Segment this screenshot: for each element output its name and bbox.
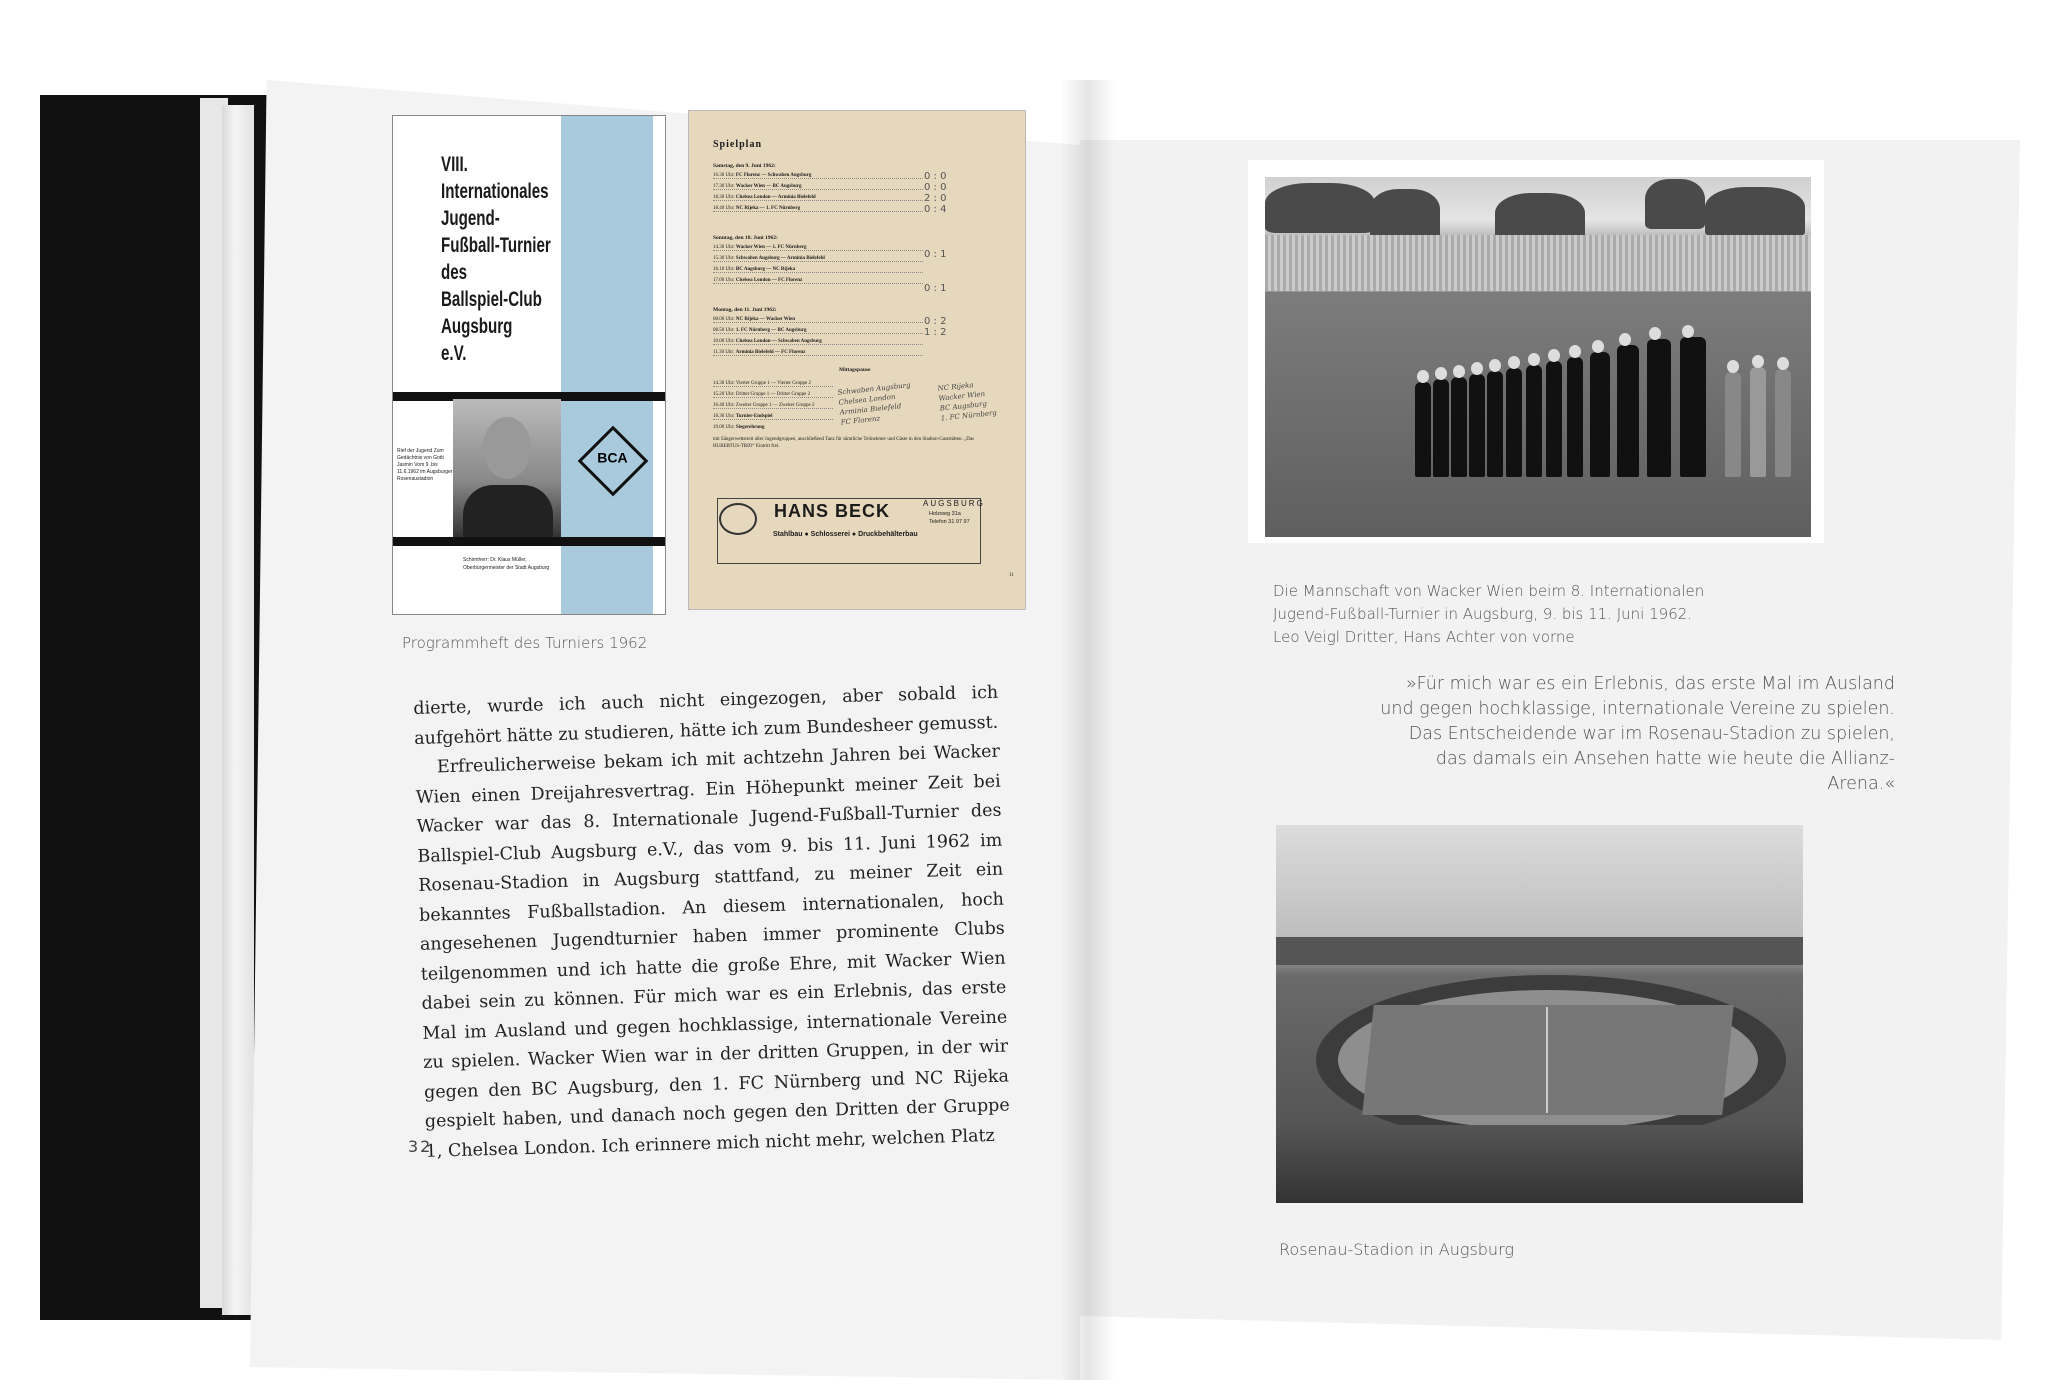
cover-portrait [453, 399, 561, 537]
plan-row [713, 184, 923, 190]
match-time: 11.30 Uhr: [713, 350, 735, 355]
match-time: 16.30 Uhr: [713, 173, 735, 178]
plan-row [713, 328, 923, 334]
page-stack [222, 105, 254, 1315]
pull-quote: »Für mich war es ein Erlebnis, das erste Mal im Ausland und gegen hochklassige, internationale Vereine zu spielen. Das Entscheidende war im Rosenau-Stadion zu spielen, das damals ein Ansehen hatte wie heute die Allianz-Arena.« [1380, 674, 1895, 794]
player [1750, 367, 1766, 477]
match-teams: Dritter Gruppe 1 — Dritter Gruppe 2 [735, 392, 811, 397]
player [1546, 361, 1562, 477]
match-teams: Schwaben Augsburg — Arminia Bielefeld [735, 256, 825, 261]
player [1775, 369, 1791, 477]
paragraph: Erfreulicherweise bekam ich mit achtzehn Jahren bei Wacker Wien einen Dreijahresvertrag. Ein Höhepunkt meiner Zeit bei Wacker war das 8. Internationale Jugend-Fußball-Turnier des Ballspiel-Club Augsburg e.V., das vom 9. bis 11. Juni 1962 im Rosenau-Stadion in Augsburg stattfand, zu meiner Zeit ein bekanntes Fußballstadion. An diesem internationalen, hoch angesehenen Jugendturnier haben immer prominente Clubs teilgenommen und ich hatte die große Ehre, mit Wacker Wien dabei sein zu können. Für mich war es ein Erlebnis, das erste Mal im Ausland und gegen hochklassige, internationale Vereine zu spielen. Wacker Wien war in der dritten Gruppen, in der wir gegen den BC Augsburg, den 1. FC Nürnberg und NC Rijeka gespielt haben, und danach noch gegen den Dritten der Gruppe 1, Chelsea London. Ich erinnere mich nicht mehr, welchen Platz [415, 741, 1010, 1162]
match-time: 10.00 Uhr: [713, 339, 735, 344]
plan-row [713, 392, 833, 398]
match-time: 16.40 Uhr: [713, 403, 735, 408]
match-time: 18.40 Uhr: [713, 206, 735, 211]
match-time: 17.00 Uhr: [713, 278, 735, 283]
match-teams: BC Augsburg — NC Rijeka [735, 267, 796, 272]
ad-company: HANS BECK [774, 501, 891, 521]
match-teams: Siegerehrung [735, 425, 765, 430]
plan-note: mit Sängerwettstreit aller Jugendgruppen, anschließend Tanz für sämtliche Teilnehmer und Gäste in den Stadion-Gaststätten. „Das HUBERTUS-TRIO“ Eintritt frei. [713, 437, 974, 449]
plan-row [713, 425, 833, 430]
plan-row [713, 195, 923, 201]
player [1469, 374, 1485, 477]
match-score: 2 : 0 [924, 193, 947, 204]
match-time: 15.20 Uhr: [713, 392, 735, 397]
tree [1265, 183, 1375, 233]
program-cover-image [392, 115, 666, 615]
plan-row [713, 414, 833, 420]
player [1433, 379, 1449, 477]
plan-page-number: 11 [1009, 573, 1014, 578]
match-teams: Chelsea London — Arminia Bielefeld [735, 195, 816, 200]
plan-day: Samstag, den 9. Juni 1962: [713, 163, 776, 169]
portrait-face [483, 417, 531, 479]
plan-row [713, 173, 923, 179]
plan-row [713, 256, 923, 262]
paragraph: dierte, wurde ich auch nicht eingezogen, aber sobald ich aufgehört hätte zu studieren, hätte ich zum Bundesheer gemusst. [413, 682, 999, 749]
spielplan-title: Spielplan [713, 139, 763, 150]
player [1725, 372, 1741, 477]
team-photo [1265, 177, 1811, 537]
player [1617, 345, 1639, 477]
plan-row [713, 245, 923, 251]
plan-row [713, 403, 833, 409]
football-pitch [1362, 1005, 1734, 1115]
program-caption: Programmheft des Turniers 1962 [402, 634, 648, 652]
team-caption-line: Die Mannschaft von Wacker Wien beim 8. Internationalen [1273, 582, 1705, 600]
match-time: 19.00 Uhr: [713, 425, 735, 430]
match-time: 17.30 Uhr: [713, 184, 735, 189]
tree [1705, 187, 1805, 237]
plan-day: Montag, den 11. Juni 1962: [713, 307, 777, 313]
foreground-embankment [1276, 1125, 1803, 1203]
field-line [1546, 1007, 1548, 1113]
plan-day: Sonntag, den 10. Juni 1962: [713, 235, 778, 241]
player [1647, 339, 1671, 477]
player [1415, 382, 1431, 477]
match-teams: Chelsea London — Schwaben Augsburg [735, 339, 822, 344]
spine-shadow [1060, 80, 1115, 1380]
plan-row [713, 339, 923, 345]
match-teams: Vierter Gruppe 1 — Vierter Gruppe 2 [735, 381, 811, 386]
match-score: 0 : 2 [924, 316, 947, 327]
team-caption-line: Jugend-Fußball-Turnier in Augsburg, 9. bis 11. Juni 1962. [1273, 605, 1693, 623]
spielplan-image [688, 110, 1026, 610]
plan-row [713, 317, 923, 323]
handwritten-notes: NC Rijeka Wacker Wien BC Augsburg 1. FC Nürnberg [937, 381, 998, 423]
match-time: 15.30 Uhr: [713, 256, 735, 261]
match-teams: 1. FC Nürnberg — BC Augsburg [735, 328, 807, 333]
match-time: 14.30 Uhr: [713, 381, 735, 386]
plan-row [713, 350, 923, 356]
portrait-suit [463, 485, 553, 537]
match-time: 18.30 Uhr: [713, 414, 735, 419]
match-time: 08.00 Uhr: [713, 317, 735, 322]
player [1680, 337, 1706, 477]
match-teams: Wacker Wien — BC Augsburg [735, 184, 802, 189]
match-score: 0 : 0 [924, 182, 947, 193]
plan-row [713, 381, 833, 387]
player [1487, 371, 1503, 477]
plan-row [713, 278, 923, 284]
plan-row [713, 267, 923, 273]
cover-patron: Schirmherr: Dr. Klaus Müller, Oberbürgermeister der Stadt Augsburg [463, 557, 550, 571]
match-score: 0 : 4 [924, 204, 947, 215]
player [1506, 368, 1522, 477]
match-teams: FC Florenz — Schwaben Augsburg [735, 173, 812, 178]
match-score: 1 : 2 [924, 327, 947, 338]
page-number: 32 [408, 1137, 433, 1156]
emblem-letters: BCA [597, 449, 628, 466]
player [1451, 377, 1467, 477]
match-time: 08.50 Uhr: [713, 328, 735, 333]
ad-logo-icon [719, 503, 757, 535]
match-time: 18.30 Uhr: [713, 195, 735, 200]
team-caption-line: Leo Veigl Dritter, Hans Achter von vorne [1273, 628, 1575, 646]
plan-row [713, 206, 923, 212]
body-text [413, 679, 1011, 1167]
match-score: 0 : 0 [924, 171, 947, 182]
player [1590, 352, 1610, 477]
handwritten-notes: Schwaben Augsburg Chelsea London Arminia Bielefeld FC Florenz [837, 381, 911, 427]
ad-services: Stahlbau ● Schlosserei ● Druckbehälterbau [773, 531, 918, 538]
match-time: 16.10 Uhr: [713, 267, 735, 272]
match-teams: NC Rijeka — 1. FC Nürnberg [735, 206, 801, 211]
match-teams: Chelsea London — FC Florenz [735, 278, 803, 283]
ad-address: Holzweg 31a Telefon 31 97 97 [929, 511, 970, 525]
city-horizon [1276, 937, 1803, 965]
tree [1370, 189, 1440, 239]
player [1526, 365, 1542, 477]
match-score: 0 : 1 [924, 283, 947, 294]
match-teams: Wacker Wien — 1. FC Nürnberg [735, 245, 807, 250]
cover-title: VIII. Internationales Jugend- Fußball-Turnier des Ballspiel-Club Augsburg e.V. [441, 153, 551, 365]
team-caption [1273, 580, 1704, 649]
cover-bar [393, 537, 665, 546]
match-teams: Arminia Bielefeld — FC Florenz [735, 350, 806, 355]
match-time: 14.30 Uhr: [713, 245, 735, 250]
player [1567, 357, 1583, 477]
cover-dedication: Rief der Jugend Zum Gedächtnis von Gotti Jasmin Vom 9. bis 11.6.1962 im Augsburger Rosenaustadion [397, 448, 453, 482]
match-score: 0 : 1 [924, 249, 947, 260]
ad-city: AUGSBURG [923, 499, 985, 508]
stadium-photo [1276, 825, 1803, 1203]
match-teams: Zweiter Gruppe 1 — Zweiter Gruppe 2 [735, 403, 815, 408]
plan-pause: Mittagspause [839, 367, 871, 373]
match-teams: Turnier-Endspiel [735, 414, 773, 419]
stadium-stands [1265, 235, 1811, 291]
match-teams: NC Rijeka — Wacker Wien [735, 317, 795, 322]
stadium-caption: Rosenau-Stadion in Augsburg [1279, 1240, 1514, 1259]
tree [1645, 179, 1705, 229]
